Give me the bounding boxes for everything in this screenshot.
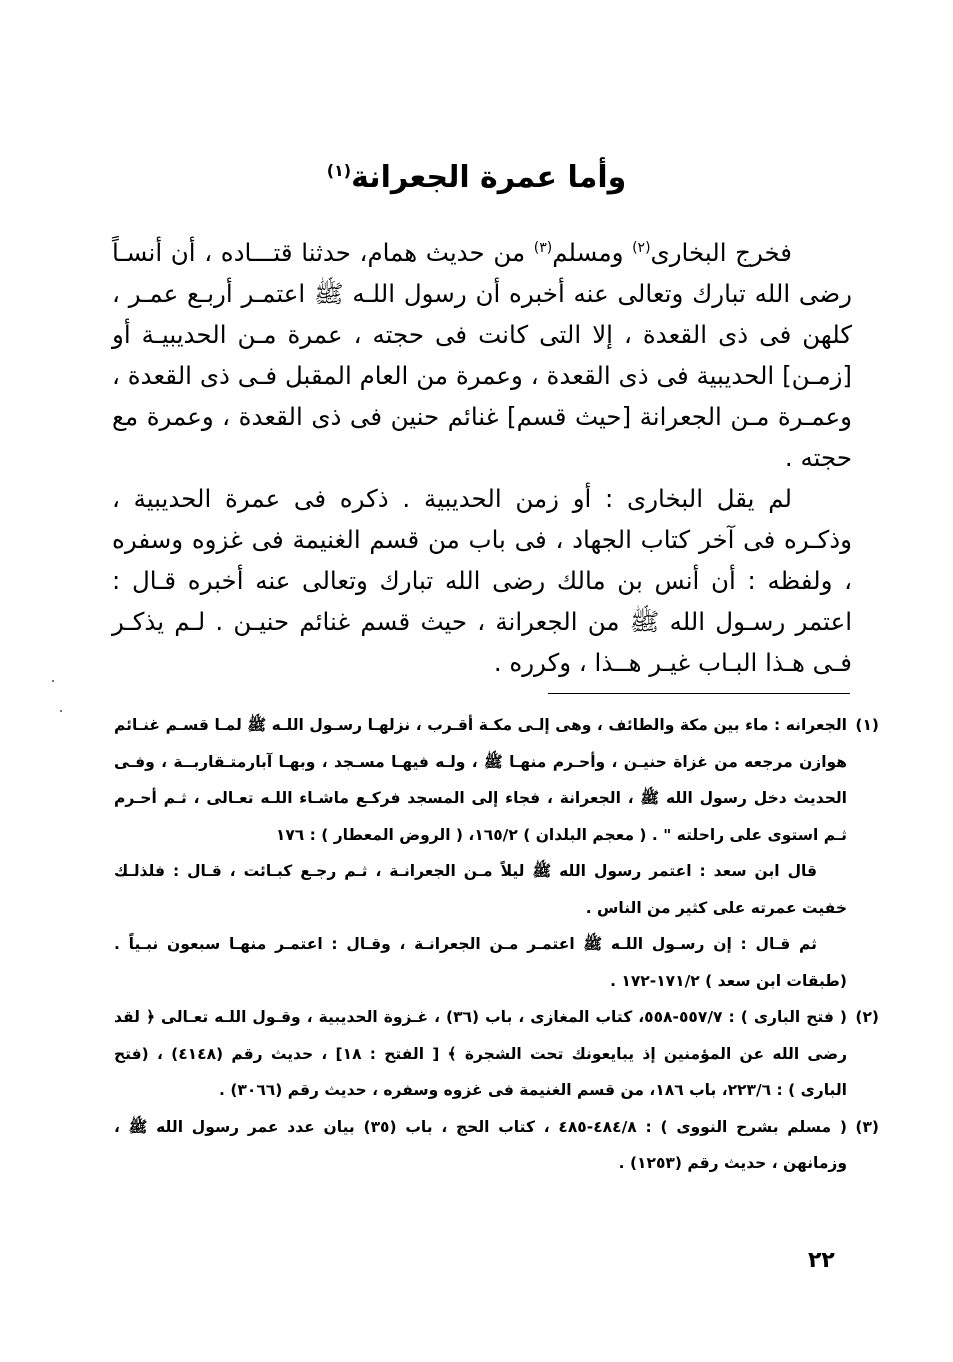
paragraph-1-part-3: من حديث همام، حدثنا قتـــاده ، أن أنسـاً رضى الله تبارك وتعالى عنه أخبره أن رسول اللـه ﷺ اعتمـر أربـع عمـر ، كلهن فى ذى القعدة ، إلا التى كانت فى حجته ، عمرة مـن الحديبيـة أو [زمـن] الحديبية فى ذى القعدة ، وعمرة من العام المقبل فـى ذى القعدة ، وعمـرة مـن الجعرانة [حيث قسم] غنائم حنين فى ذى القعدة ، وعمرة مع حجته . [112, 238, 852, 473]
footnotes [114, 707, 879, 1182]
footnote-ref-2: (٢) [632, 240, 651, 256]
footnote-2 [114, 999, 879, 1109]
footnote-text: ثم قـال : إن رسـول اللـه ﷺ اعتمـر مـن الجعرانـة ، وقـال : اعتمـر منهـا سبعون نبـياً . (طبقات ابن سعد ) ١٧١/٢-١٧٢ . [114, 935, 847, 990]
footnote-1-continuation-1 [114, 853, 879, 926]
footnote-1-continuation-2 [114, 926, 879, 999]
footnote-number: (١) [855, 716, 879, 734]
footnote-number: (٣) [855, 1117, 879, 1136]
footnote-text: الجعرانه : ماء بين مكة والطائف ، وهى إلـى مكـة أقـرب ، نزلهـا رسـول اللـه ﷺ لمـا قسـم غنـائم هوازن مرجعه من غزاة حنيـن ، وأحـرم منهـا ﷺ ، ولـه فيهـا مسـجد ، وبهـا آبارمتـقاربــة ، وفـى الحديث دخل رسول الله ﷺ ، الجعرانة ، فجاء إلى المسجد فركـع ماشـاء اللـه تعـالى ، ثـم أحـرم ثـم استوى على راحلته " . ( معجم البلدان ) ١٦٥/٢، ( الروض المعطار ) : ١٧٦ [114, 716, 847, 844]
section-title [0, 160, 953, 195]
scan-speck [52, 680, 54, 682]
paragraph-2: لم يقل البخارى : أو زمن الحديبية . ذكره فى عمرة الحديبية ، وذكـره فى آخر كتاب الجهاد ، فى باب من قسم الغنيمة فى غزوه وسفره ، ولفظه : أن أنس بن مالك رضى الله تبارك وتعالى عنه أخبره قـال : اعتمر رسـول الله ﷺ من الجعرانة ، حيث قسم غنائم حنيـن . لـم يذكـر فـى هـذا البـاب غيـر هــذا ، وكرره . [112, 484, 852, 678]
scan-speck [60, 710, 62, 712]
footnote-text: ( فتح البارى ) : ٥٥٧/٧-٥٥٨، كتاب المغازى ، باب (٣٦) ، غـزوة الحديبية ، وقـول اللـه تعـالى ﴿ لقد رضى الله عن المؤمنين إذ يبايعونك تحت الشجرة ﴾ [ الفتح : ١٨] ، حديث رقم (٤١٤٨) ، (فتح البارى ) : ٢٢٣/٦، باب ١٨٦، من قسم الغنيمة فى غزوه وسفره ، حديث رقم (٣٠٦٦) . [114, 1008, 847, 1099]
section-title-text: وأما عمرة الجعرانة [351, 160, 627, 195]
footnote-3 [114, 1109, 879, 1182]
footnote-ref-3: (٣) [533, 240, 553, 256]
footnote-1 [114, 707, 879, 853]
paragraph-1-part-2: ومسلم [552, 238, 633, 268]
paragraph-1 [112, 228, 852, 478]
page-number: ٢٢ [808, 1248, 835, 1273]
footnote-text: قال ابن سعد : اعتمر رسول الله ﷺ ليلاً مـن الجعرانـة ، ثـم رجـع كبـائت ، قـال : فلذلـك خفيت عمرته على كثير من الناس . [114, 862, 847, 917]
footnote-number: (٢) [855, 1008, 879, 1026]
main-text [112, 228, 852, 683]
footnote-text: ( مسلم بشرح النووى ) : ٤٨٤/٨-٤٨٥ ، كتاب الحج ، باب (٣٥) بيان عدد عمر رسول الله ﷺ ، وزمانهن ، حديث رقم (١٢٥٣) . [114, 1117, 847, 1172]
title-footnote-ref: (١) [326, 161, 352, 180]
footnote-separator [548, 693, 850, 694]
paragraph-1-part-1: فخرج البخارى [650, 238, 792, 268]
